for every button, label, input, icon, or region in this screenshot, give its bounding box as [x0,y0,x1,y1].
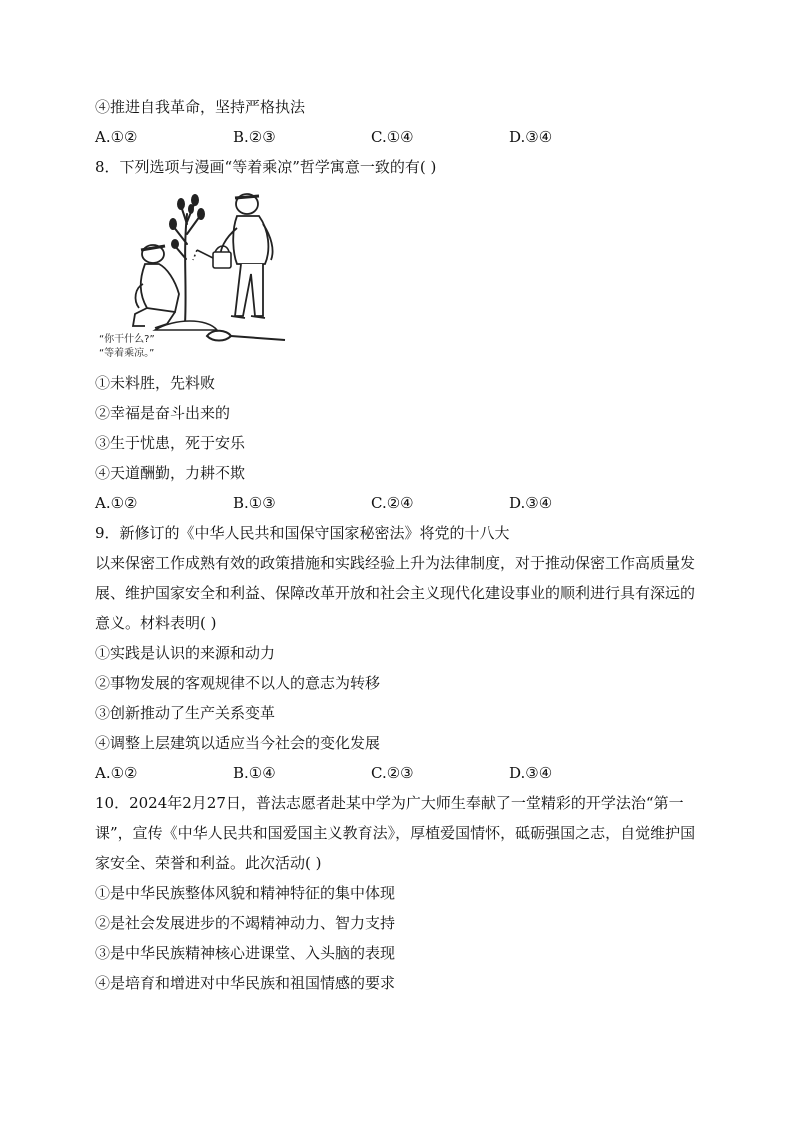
q9-statement-3: ③创新推动了生产关系变革 [95,704,276,722]
q9-option-c[interactable]: C.②③ [371,764,414,782]
q10-statement-4: ④是培育和增进对中华民族和祖国情感的要求 [95,974,396,992]
q8-option-c[interactable]: C.②④ [371,494,414,512]
q8-statement-1: ①未料胜，先料败 [95,374,216,392]
q8-statement-3: ③生于忧患，死于安乐 [95,434,246,452]
q8-stem: 8．下列选项与漫画“等着乘凉”哲学寓意一致的有( ) [95,158,437,176]
q8-option-a[interactable]: A.①② [95,494,138,512]
q7-option-a[interactable]: A.①② [95,128,138,146]
q9-stem-line1: 9．新修订的《中华人民共和国保守国家秘密法》将党的十八大 [95,524,510,542]
watering-can-icon [193,246,231,268]
q7-options [95,122,715,152]
q10-stem: 10．2024年2月27日，普法志愿者赴某中学为广大师生奉献了一堂精彩的开学法治“第一课”，宣传《中华人民共和国爱国主义教育法》，厚植爱国情怀，砥砺强国之志，自觉维护国家安全、荣誉和利益。此次活动( ) [95,794,696,872]
q9-statement-4: ④调整上层建筑以适应当今社会的变化发展 [95,734,381,752]
cartoon-figure [95,184,305,364]
q7-option-c[interactable]: C.①④ [371,128,414,146]
q7-option-d[interactable]: D.③④ [509,128,553,146]
q9-options [95,758,715,788]
q8-option-b[interactable]: B.①③ [233,494,276,512]
q9-stem-body: 以来保密工作成熟有效的政策措施和实践经验上升为法律制度，对于推动保密工作高质量发展、维护国家安全和利益、保障改革开放和社会主义现代化建设事业的顺利进行具有深远的意义。材料表明( ) [95,554,696,632]
q9-option-b[interactable]: B.①④ [233,764,276,782]
mound-icon [155,321,217,330]
q10-statement-3: ③是中华民族精神核心进课堂、入头脑的表现 [95,944,396,962]
cartoon-illustration [95,184,305,364]
q8-statement-4: ④天道酬勤，力耕不欺 [95,464,246,482]
q8-options [95,488,715,518]
q9-statement-2: ②事物发展的客观规律不以人的意志为转移 [95,674,381,692]
shovel-icon [207,331,285,341]
exam-page [95,92,715,998]
q8-statement-2: ②幸福是奋斗出来的 [95,404,231,422]
q9-statement-1: ①实践是认识的来源和动力 [95,644,276,662]
q7-option-b[interactable]: B.②③ [233,128,276,146]
q8-option-d[interactable]: D.③④ [509,494,553,512]
q10-statement-1: ①是中华民族整体风貌和精神特征的集中体现 [95,884,396,902]
q9-option-d[interactable]: D.③④ [509,764,553,782]
sitting-man-icon [133,245,179,328]
q7-statement-4: ④推进自我革命，坚持严格执法 [95,98,306,116]
q9-option-a[interactable]: A.①② [95,764,138,782]
cartoon-caption-2: “等着乘凉。” [99,348,155,359]
cartoon-caption-1: “你干什么?” [99,334,155,345]
q10-statement-2: ②是社会发展进步的不竭精神动力、智力支持 [95,914,396,932]
